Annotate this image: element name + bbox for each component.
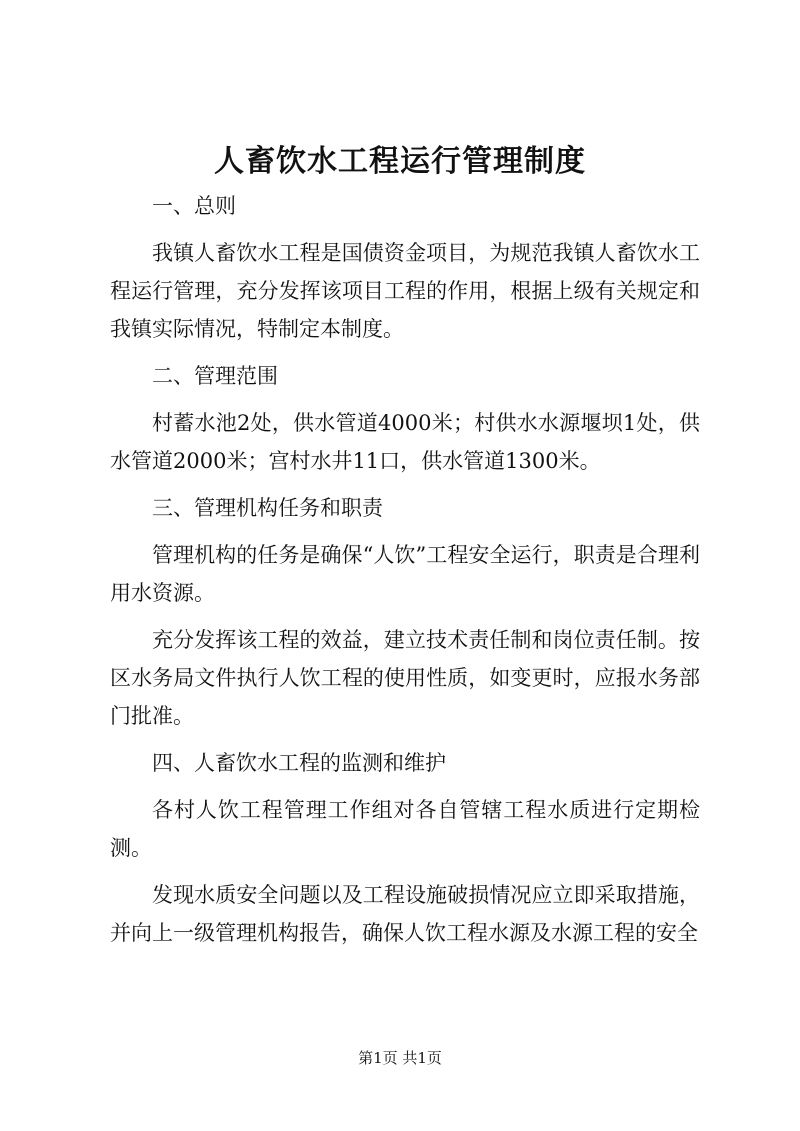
paragraph-duties-benefit: 充分发挥该工程的效益，建立技术责任制和岗位责任制。按区水务局文件执行人饮工程的使用性质，如变更时，应报水务部门批准。 (110, 628, 700, 728)
section-heading-duties: 三、管理机构任务和职责 (152, 496, 383, 520)
paragraph-general: 我镇人畜饮水工程是国债资金项目，为规范我镇人畜饮水工程运行管理，充分发挥该项目工程的作用，根据上级有关规定和我镇实际情况，特制定本制度。 (110, 241, 700, 341)
paragraph-scope: 村蓄水池2处，供水管道4000米；村供水水源堰坝1处，供水管道2000米；宫村水井11口，供水管道1300米。 (110, 411, 700, 473)
section-heading-general: 一、总则 (152, 194, 236, 218)
page-number-footer: 第1页 共1页 (358, 1049, 442, 1067)
section-heading-monitoring: 四、人畜饮水工程的监测和维护 (152, 751, 446, 775)
document-title: 人畜饮水工程运行管理制度 (214, 144, 586, 179)
section-heading-scope: 二、管理范围 (152, 364, 278, 388)
paragraph-monitoring-testing: 各村人饮工程管理工作组对各自管辖工程水质进行定期检测。 (110, 798, 700, 860)
paragraph-duties-task: 管理机构的任务是确保“人饮”工程安全运行，职责是合理利用水资源。 (110, 543, 700, 605)
document-body (110, 187, 700, 961)
paragraph-monitoring-response: 发现水质安全问题以及工程设施破损情况应立即采取措施，并向上一级管理机构报告，确保人饮工程水源及水源工程的安全 (110, 883, 700, 945)
